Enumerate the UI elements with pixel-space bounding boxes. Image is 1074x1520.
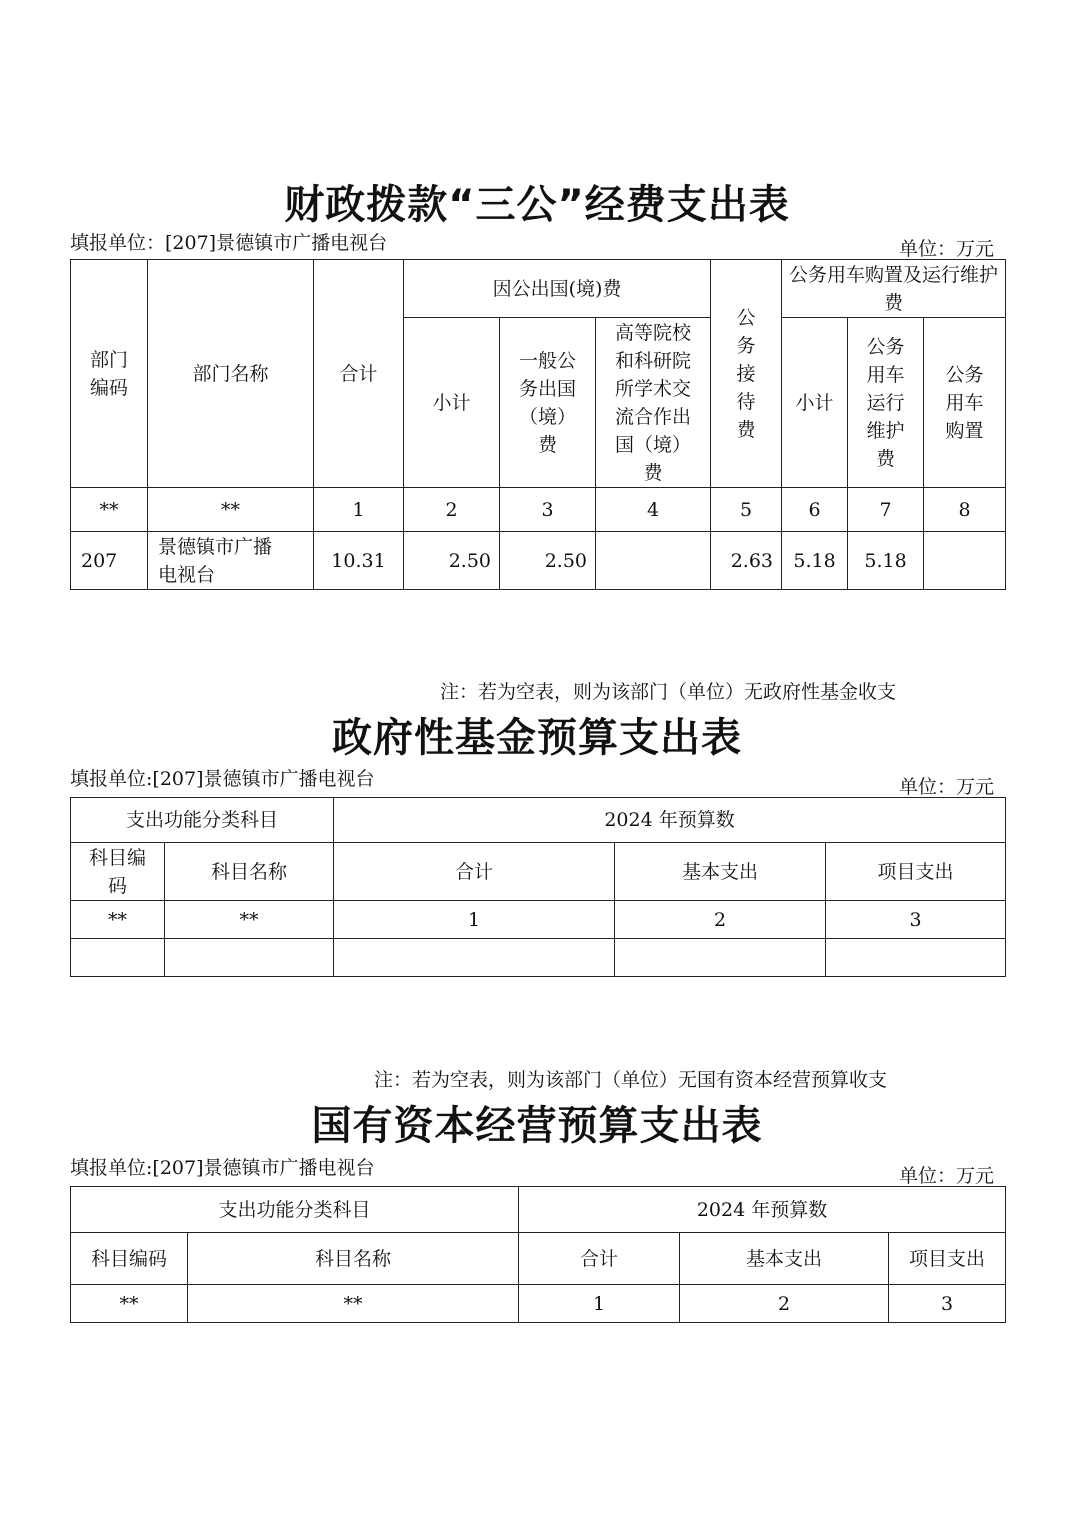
total-cell: 10.31 <box>314 532 404 590</box>
sangong-meta <box>70 228 1004 260</box>
index-cell: ** <box>71 901 165 939</box>
header-total: 合计 <box>314 260 404 488</box>
capital-note: 注：若为空表，则为该部门（单位）无国有资本经营预算收支 <box>374 1069 888 1091</box>
table-row <box>71 532 1006 590</box>
header-vehicle-buy: 公务用车购置 <box>924 318 1006 488</box>
fill-unit-label: 填报单位：[207]景德镇市广播电视台 <box>70 232 388 254</box>
index-cell: 1 <box>314 488 404 532</box>
header-reception: 公务接待费 <box>711 260 782 488</box>
money-unit-label: 单位：万元 <box>898 238 994 260</box>
index-cell: 6 <box>782 488 848 532</box>
header-total: 合计 <box>519 1233 680 1285</box>
index-cell: 2 <box>680 1285 889 1323</box>
header-project: 项目支出 <box>889 1233 1006 1285</box>
empty-cell <box>826 939 1006 977</box>
dept-code-cell: 207 <box>71 532 148 590</box>
index-cell: 1 <box>519 1285 680 1323</box>
vehicle-run-cell: 5.18 <box>848 532 924 590</box>
index-row <box>71 488 1006 532</box>
header-project: 项目支出 <box>826 843 1006 901</box>
empty-cell <box>615 939 826 977</box>
header-subject-name: 科目名称 <box>165 843 334 901</box>
index-row <box>71 1285 1006 1323</box>
header-subject-code: 科目编码 <box>71 1233 188 1285</box>
index-cell: 7 <box>848 488 924 532</box>
header-subject-name: 科目名称 <box>188 1233 519 1285</box>
index-cell: ** <box>148 488 314 532</box>
header-budget-group: 2024 年预算数 <box>334 798 1006 843</box>
header-subject-code: 科目编码 <box>71 843 165 901</box>
reception-cell: 2.63 <box>711 532 782 590</box>
abroad-academic-cell <box>596 532 711 590</box>
header-abroad-subtotal: 小计 <box>404 318 500 488</box>
header-dept-name: 部门名称 <box>148 260 314 488</box>
index-cell: 3 <box>500 488 596 532</box>
money-unit-label: 单位：万元 <box>898 1165 994 1187</box>
index-cell: 3 <box>889 1285 1006 1323</box>
empty-cell <box>334 939 615 977</box>
capital-title: 国有资本经营预算支出表 <box>311 1103 763 1149</box>
vehicle-buy-cell <box>924 532 1006 590</box>
header-budget-group: 2024 年预算数 <box>519 1187 1006 1233</box>
sangong-title: 财政拨款“三公”经费支出表 <box>284 182 790 228</box>
money-unit-label: 单位：万元 <box>898 776 994 798</box>
index-cell: 5 <box>711 488 782 532</box>
header-dept-code: 部门编码 <box>71 260 148 488</box>
header-function-group: 支出功能分类科目 <box>71 798 334 843</box>
fill-unit-label: 填报单位:[207]景德镇市广播电视台 <box>70 1157 375 1179</box>
header-basic: 基本支出 <box>615 843 826 901</box>
empty-cell <box>71 939 165 977</box>
header-abroad-group: 因公出国(境)费 <box>404 260 711 318</box>
index-cell: ** <box>71 488 148 532</box>
capital-table <box>70 1186 1006 1323</box>
abroad-general-cell: 2.50 <box>500 532 596 590</box>
header-vehicle-group: 公务用车购置及运行维护费 <box>782 260 1006 318</box>
header-vehicle-subtotal: 小计 <box>782 318 848 488</box>
index-cell: 1 <box>334 901 615 939</box>
index-row <box>71 901 1006 939</box>
fund-meta <box>70 764 1004 798</box>
abroad-subtotal-cell: 2.50 <box>404 532 500 590</box>
header-abroad-academic: 高等院校和科研院所学术交流合作出国（境）费 <box>596 318 711 488</box>
fund-note: 注：若为空表，则为该部门（单位）无政府性基金收支 <box>440 681 897 703</box>
index-cell: ** <box>71 1285 188 1323</box>
index-cell: 2 <box>615 901 826 939</box>
fill-unit-label: 填报单位:[207]景德镇市广播电视台 <box>70 768 375 790</box>
vehicle-subtotal-cell: 5.18 <box>782 532 848 590</box>
index-cell: 4 <box>596 488 711 532</box>
empty-row <box>71 939 1006 977</box>
sangong-table <box>70 259 1006 590</box>
header-vehicle-run: 公务用车运行维护费 <box>848 318 924 488</box>
dept-name-cell: 景德镇市广播电视台 <box>148 532 314 590</box>
fund-title: 政府性基金预算支出表 <box>332 715 742 761</box>
header-basic: 基本支出 <box>680 1233 889 1285</box>
capital-meta <box>70 1153 1004 1187</box>
fund-table <box>70 797 1006 977</box>
index-cell: ** <box>188 1285 519 1323</box>
empty-cell <box>165 939 334 977</box>
index-cell: 2 <box>404 488 500 532</box>
header-total: 合计 <box>334 843 615 901</box>
header-function-group: 支出功能分类科目 <box>71 1187 519 1233</box>
index-cell: 8 <box>924 488 1006 532</box>
header-abroad-general: 一般公务出国（境）费 <box>500 318 596 488</box>
index-cell: ** <box>165 901 334 939</box>
index-cell: 3 <box>826 901 1006 939</box>
